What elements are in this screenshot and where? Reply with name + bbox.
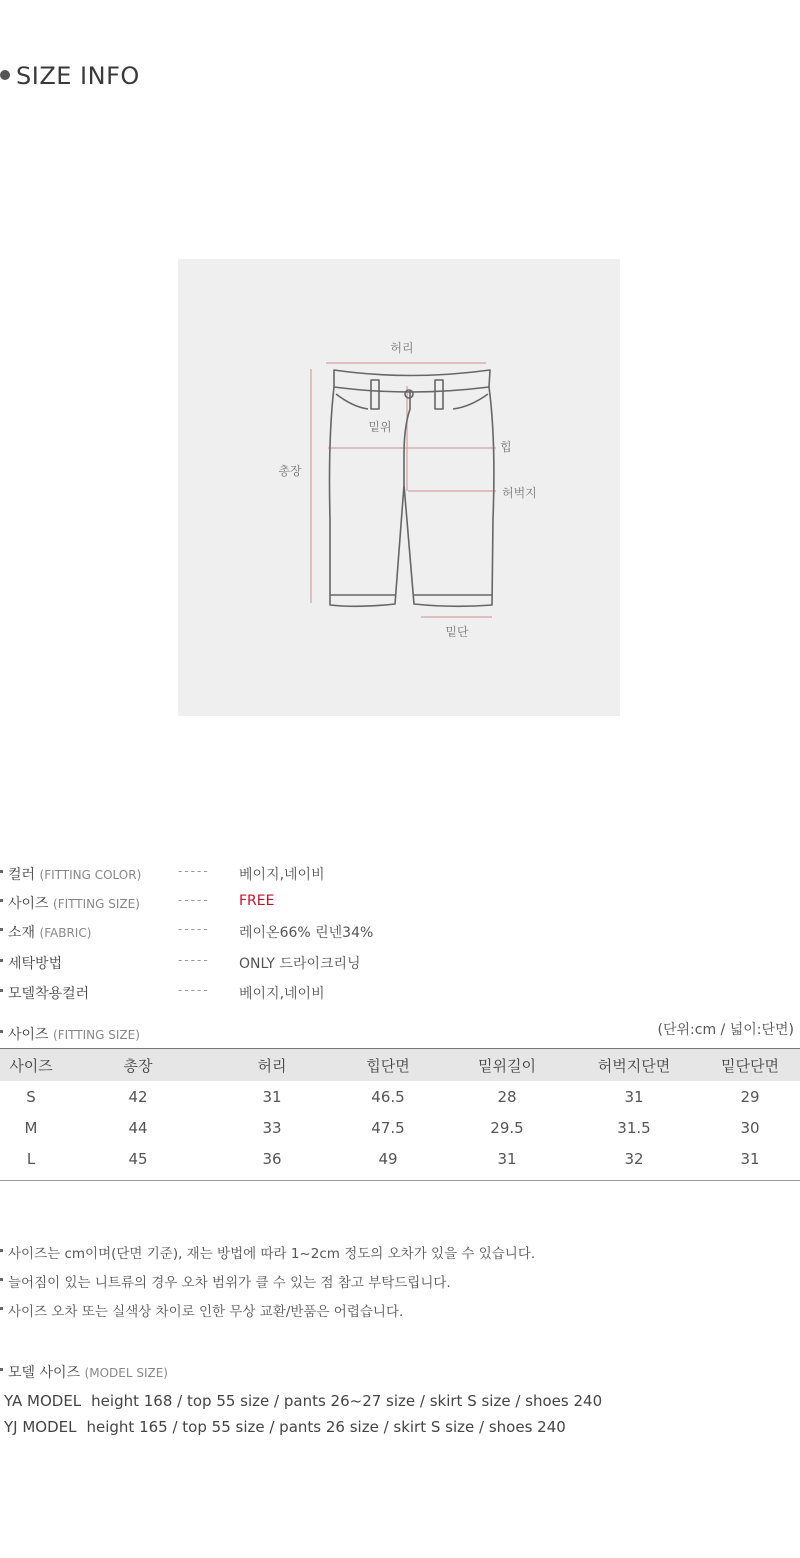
info-dash: ----- — [178, 953, 210, 967]
size-table-header-cell: 힙단면 — [366, 1056, 410, 1075]
table-cell: 42 — [128, 1087, 148, 1106]
table-cell: 33 — [262, 1118, 282, 1137]
size-table-header-row — [0, 1049, 800, 1082]
table-cell: S — [26, 1087, 36, 1106]
right-pocket-outline — [453, 394, 488, 409]
table-cell: 47.5 — [371, 1118, 405, 1137]
bullet-dot-icon — [0, 70, 10, 80]
bullet-icon — [0, 1278, 3, 1281]
note-2: 늘어짐이 있는 니트류의 경우 오차 범위가 클 수 있는 점 참고 부탁드립니다. — [0, 1271, 451, 1291]
table-cell: 28 — [497, 1087, 517, 1106]
table-cell: 46.5 — [371, 1087, 405, 1106]
info-value: FREE — [239, 893, 275, 909]
info-row — [0, 893, 275, 915]
pants-body-outline — [330, 387, 494, 606]
bullet-icon — [0, 1249, 3, 1252]
info-dash: ----- — [178, 864, 210, 878]
waist-label: 허리 — [390, 341, 414, 355]
info-label: 소재 — [8, 925, 36, 941]
pants-diagram — [178, 259, 620, 716]
hip-label: 힙 — [500, 440, 512, 454]
info-sublabel: (FITTING SIZE) — [53, 897, 140, 911]
info-row — [0, 922, 374, 944]
info-dash: ----- — [178, 983, 210, 997]
table-cell: 30 — [740, 1118, 760, 1137]
table-row — [0, 1081, 800, 1112]
size-table-header-cell: 밑위길이 — [478, 1056, 536, 1075]
table-cell: 31.5 — [617, 1118, 651, 1137]
size-table — [0, 1048, 800, 1180]
left-pocket-outline — [336, 394, 368, 409]
left-belt-loop — [371, 380, 379, 409]
info-label: 컬러 — [8, 867, 36, 883]
bullet-icon — [0, 1368, 3, 1371]
right-belt-loop — [435, 380, 443, 409]
info-value: 베이지,네이비 — [239, 867, 325, 883]
table-cell: 31 — [497, 1149, 517, 1168]
thigh-label: 허벅지 — [502, 486, 537, 500]
table-row — [0, 1112, 800, 1143]
info-value: 레이온66% 린넨34% — [239, 925, 374, 941]
info-dash: ----- — [178, 893, 210, 907]
info-label: 모델착용컬러 — [8, 986, 90, 1002]
info-value: 베이지,네이비 — [239, 986, 325, 1002]
unit-note: (단위:cm / 넓이:단면) — [657, 1022, 794, 1038]
note-1: 사이즈는 cm이며(단면 기준), 재는 방법에 따라 1~2cm 정도의 오차가 있을 수 있습니다. — [0, 1242, 535, 1262]
table-cell: 29.5 — [490, 1118, 524, 1137]
table-cell: 32 — [624, 1149, 644, 1168]
size-table-header-cell: 총장 — [123, 1056, 153, 1075]
model-entry-yj: YJ MODEL height 165 / top 55 size / pants 26 size / skirt S size / shoes 240 — [4, 1418, 566, 1436]
info-row — [0, 983, 325, 1005]
bullet-icon — [0, 1307, 3, 1310]
bullet-icon — [0, 959, 3, 962]
info-sublabel: (FITTING COLOR) — [39, 868, 142, 882]
size-table-label: 사이즈 (FITTING SIZE) — [0, 1024, 140, 1044]
table-cell: 36 — [262, 1149, 282, 1168]
hem-label: 밑단 — [445, 625, 469, 639]
waistband-outline — [334, 370, 490, 392]
table-cell: 29 — [740, 1087, 760, 1106]
table-cell: 31 — [262, 1087, 282, 1106]
table-bottom-divider — [0, 1180, 800, 1181]
bullet-icon — [0, 870, 3, 873]
table-cell: L — [26, 1149, 36, 1168]
info-label: 사이즈 — [8, 896, 49, 912]
table-cell: 45 — [128, 1149, 148, 1168]
table-cell: 49 — [378, 1149, 398, 1168]
page-title: SIZE INFO — [0, 62, 140, 90]
info-row — [0, 864, 325, 886]
size-table-body — [0, 1081, 800, 1180]
info-label: 세탁방법 — [8, 956, 63, 972]
model-size-label: 모델 사이즈 (MODEL SIZE) — [0, 1362, 168, 1382]
bullet-icon — [0, 989, 3, 992]
info-dash: ----- — [178, 922, 210, 936]
size-table-header-cell: 허리 — [257, 1056, 287, 1075]
pants-diagram-svg — [178, 259, 620, 716]
rise-label: 밑위 — [368, 420, 392, 434]
size-table-header-cell: 밑단단면 — [721, 1056, 779, 1075]
bullet-icon — [0, 928, 3, 931]
size-table-header-cell: 허벅지단면 — [597, 1056, 671, 1075]
info-row — [0, 953, 361, 975]
table-cell: M — [24, 1118, 38, 1137]
bullet-icon — [0, 1030, 3, 1033]
info-value: ONLY 드라이크리닝 — [239, 956, 361, 972]
table-row — [0, 1143, 800, 1180]
total-length-label: 총장 — [278, 464, 302, 478]
info-sublabel: (FABRIC) — [39, 926, 92, 940]
table-cell: 31 — [740, 1149, 760, 1168]
note-3: 사이즈 오차 또는 실색상 차이로 인한 무상 교환/반품은 어렵습니다. — [0, 1300, 403, 1320]
bullet-icon — [0, 899, 3, 902]
table-cell: 44 — [128, 1118, 148, 1137]
model-entry-ya: YA MODEL height 168 / top 55 size / pants 26~27 size / skirt S size / shoes 240 — [4, 1392, 603, 1410]
table-cell: 31 — [624, 1087, 644, 1106]
size-table-header-cell: 사이즈 — [9, 1056, 53, 1075]
